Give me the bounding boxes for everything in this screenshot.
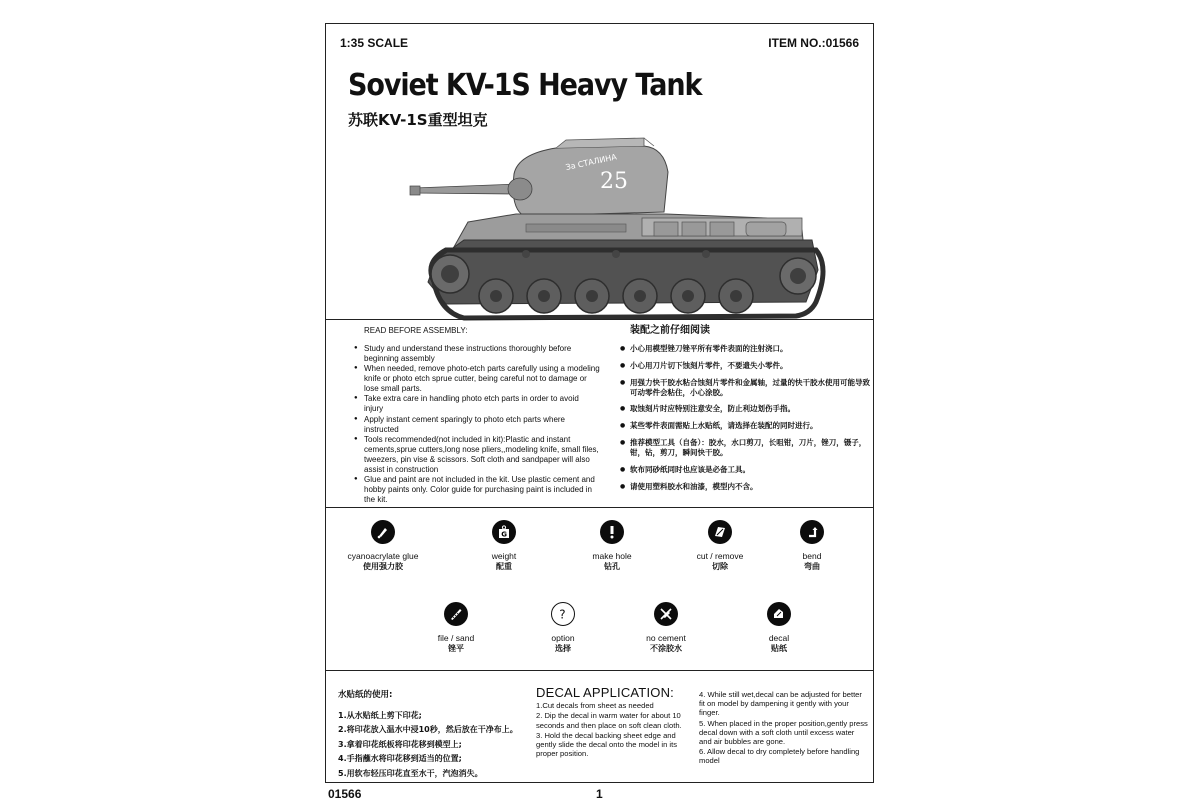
symbol-label-zh: 不涂胶水 — [650, 643, 682, 653]
scale-label: 1:35 SCALE — [340, 36, 409, 50]
bend-icon — [800, 520, 824, 544]
page-title: Soviet KV-1S Heavy Tank — [348, 68, 702, 103]
symbol-option — [513, 602, 613, 654]
read-before-item-en: ● Take extra care in handling photo etch parts in order to avoid injury — [350, 394, 600, 414]
symbol-label-zh: 钻孔 — [604, 561, 620, 571]
decal-instructions-en-left — [536, 685, 696, 759]
decal-instructions-zh — [338, 688, 538, 781]
decal-step-zh: 1.从水贴纸上剪下印花; — [338, 710, 422, 720]
read-before-item-en: ● Apply instant cement sparingly to photo etch parts where instructed — [350, 415, 600, 435]
symbol-weight — [454, 520, 554, 572]
symbol-label-en: cyanoacrylate glue — [347, 551, 419, 561]
symbol-label-en: cut / remove — [696, 551, 744, 561]
symbol-label-zh: 弯曲 — [804, 561, 820, 571]
symbol-label-en: weight — [491, 551, 517, 561]
symbol-label-en: file / sand — [437, 633, 475, 643]
symbol-cyanoacrylate-glue — [333, 520, 433, 572]
symbol-label-zh: 配重 — [496, 561, 512, 571]
option-icon — [551, 602, 575, 626]
decal-step-en: 4. While still wet,decal can be adjusted for better fit on model by dampening it gently with your finger. — [699, 690, 862, 718]
symbol-label-en: decal — [768, 633, 790, 643]
read-before-item-zh: ● 小心用刀片切下蚀刻片零件，不要遗失小零件。 — [620, 361, 870, 371]
read-before-item-zh: ● 软布同砂纸同时也应该是必备工具。 — [620, 465, 870, 475]
cut-remove-icon — [708, 520, 732, 544]
file-sand-icon — [444, 602, 468, 626]
decal-step-zh: 2.将印花放入温水中浸10秒，然后放在干净布上。 — [338, 725, 518, 734]
read-before-item-en: ● When needed, remove photo-etch parts carefully using a modeling knife or photo etch sprue cutter, being careful not to damage or lose small parts. — [350, 364, 600, 394]
symbol-label-zh: 锉平 — [448, 643, 464, 653]
decal-step-zh: 5.用软布轻压印花直至水干，汽泡消失。 — [338, 768, 483, 778]
page-subtitle-zh: 苏联KV-1S重型坦克 — [348, 111, 488, 129]
footer-page-number: 1 — [596, 787, 603, 800]
turret-slogan: За СТАЛИНА — [564, 152, 618, 173]
symbol-decal — [729, 602, 829, 654]
read-before-item-en: ● Tools recommended(not included in kit):Plastic and instant cements,sprue cutters,long nose pliers,,modeling knife, small files, tweezers, pin vise & scissors. Soft cloth and sandpaper will also assist in construction — [350, 435, 600, 475]
decal-step-en: 6. Allow decal to dry completely before handling model — [699, 747, 860, 766]
no-cement-icon — [654, 602, 678, 626]
read-before-item-zh: ● 小心用模型锉刀锉平所有零件表面的注射浇口。 — [620, 344, 870, 354]
divider-1 — [326, 319, 873, 320]
decal-instructions-en-right — [699, 690, 869, 767]
read-before-item-en: ● Glue and paint are not included in the kit. Use plastic cement and hobby paints only. Color guide for purchasing paint is included in the kit. — [350, 475, 600, 505]
cyanoacrylate-glue-icon — [371, 520, 395, 544]
make-hole-icon — [600, 520, 624, 544]
read-before-zh — [620, 326, 870, 498]
symbol-label-en: no cement — [646, 633, 686, 643]
symbol-label-en: make hole — [592, 551, 632, 561]
decal-step-en: 5. When placed in the proper position,gently press decal down with a soft cloth until excess water and air bubbles are gone. — [699, 718, 868, 747]
option-glyph: ? — [559, 607, 566, 622]
instruction-sheet — [325, 23, 874, 783]
read-before-item-zh: ● 请使用塑料胶水和油漆，模型内不含。 — [620, 482, 870, 492]
turret-number: 25 — [600, 169, 628, 194]
decal-step-zh: 3.拿着印花纸板将印花移到模型上; — [338, 739, 462, 749]
symbol-bend — [762, 520, 862, 572]
symbol-label-en: bend — [802, 551, 822, 561]
symbol-label-zh: 使用强力胶 — [363, 561, 403, 571]
read-before-item-zh: ● 用强力快干胶水粘合蚀刻片零件和金属轴，过量的快干胶水使用可能导致可动零件会粘住，小心涂胶。 — [620, 378, 870, 398]
read-before-item-zh: ● 推荐模型工具（自备）：胶水，水口剪刀，长咀钳，刀片，锉刀，镊子，钳，钻，剪刀，瞬间快干胶。 — [620, 438, 870, 458]
read-before-heading-en: READ BEFORE ASSEMBLY: — [364, 326, 468, 335]
decal-heading-en: DECAL APPLICATION: — [536, 685, 674, 700]
divider-2 — [326, 507, 873, 508]
symbol-label-en: option — [551, 633, 575, 643]
footer-item-code: 01566 — [328, 787, 362, 800]
decal-icon — [767, 602, 791, 626]
item-number: ITEM NO.:01566 — [768, 36, 859, 50]
decal-step-en: 2. Dip the decal in warm water for about 10 seconds and then place on soft clean cloth. — [536, 711, 682, 730]
read-before-item-zh: ● 取蚀刻片时应特别注意安全，防止利边划伤手指。 — [620, 404, 870, 414]
symbol-label-zh: 切除 — [712, 561, 728, 571]
decal-step-zh: 4.手指蘸水将印花移到适当的位置; — [338, 754, 462, 763]
decal-step-en: 3. Hold the decal backing sheet edge and gently slide the decal onto the model in its proper position. — [536, 730, 677, 759]
symbol-file-sand — [406, 602, 506, 654]
read-before-item-zh: ● 某些零件表面需贴上水贴纸，请选择在装配的同时进行。 — [620, 421, 870, 431]
weight-icon — [492, 520, 516, 544]
decal-heading-zh: 水贴纸的使用: — [338, 690, 393, 700]
symbol-label-zh: 贴纸 — [771, 643, 787, 653]
read-before-en — [350, 326, 600, 505]
symbol-make-hole — [562, 520, 662, 572]
weight-glyph: G — [501, 530, 508, 539]
symbol-no-cement — [616, 602, 716, 654]
symbol-cut-remove — [670, 520, 770, 572]
read-before-heading-zh: 装配之前仔细阅读 — [630, 325, 710, 336]
divider-3 — [326, 670, 873, 671]
symbol-label-zh: 选择 — [555, 643, 571, 653]
read-before-item-en: ● Study and understand these instructions thoroughly before beginning assembly — [350, 344, 600, 364]
kv1s-tank-illustration — [406, 132, 826, 327]
decal-step-en: 1.Cut decals from sheet as needed — [536, 701, 654, 711]
